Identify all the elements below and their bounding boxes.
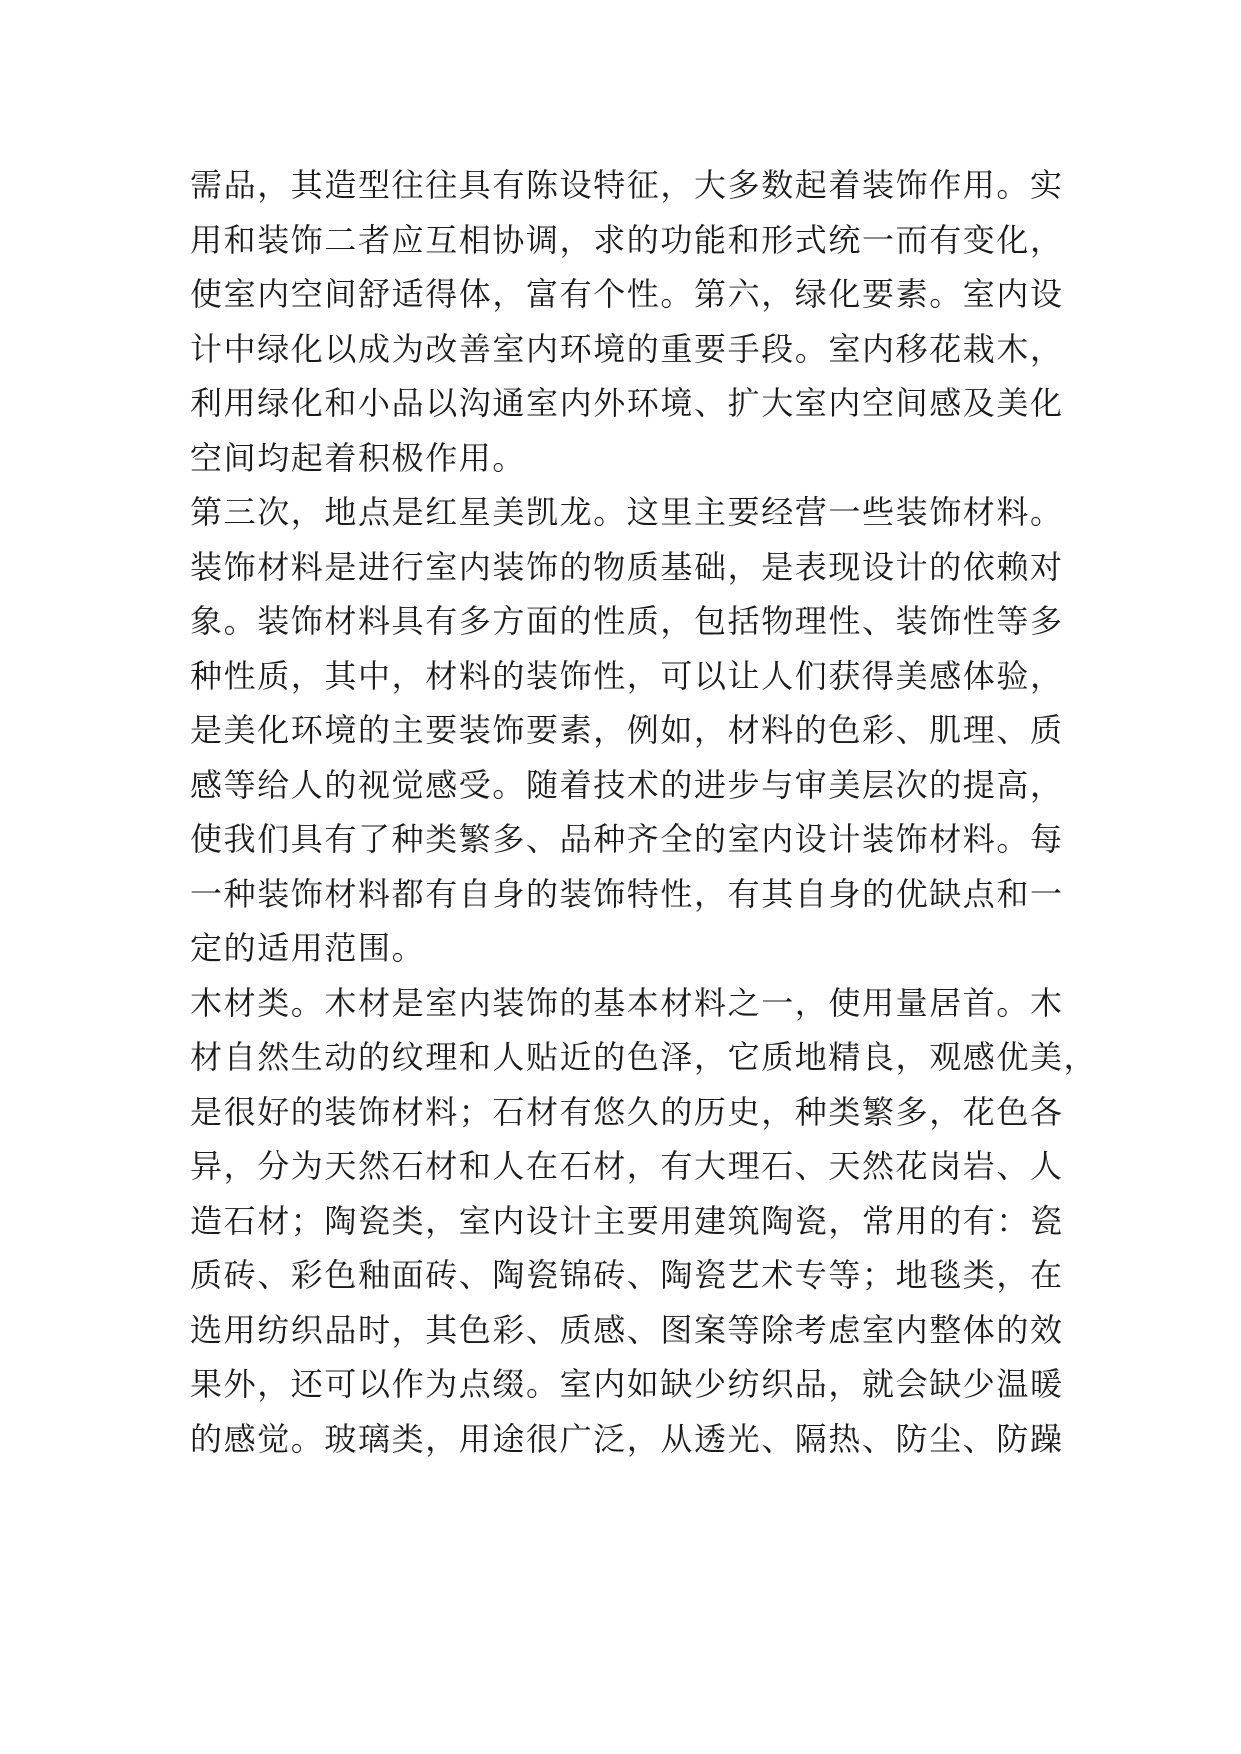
- text-line: 第三次，地点是红星美凯龙。这里主要经营一些装饰材料。: [190, 493, 1064, 531]
- text-line: 感等给人的视觉感受。随着技术的进步与审美层次的提高，: [190, 765, 1064, 804]
- text-line: 异，分为天然石材和人在石材，有大理石、天然花岗岩、人: [190, 1147, 1064, 1185]
- text-line: 利用绿化和小品以沟通室内外环境、扩大室内空间感及美化: [190, 384, 1064, 422]
- text-line: 的感觉。玻璃类，用途很广泛，从透光、隔热、防尘、防躁: [190, 1419, 1064, 1458]
- text-line: 装饰材料是进行室内装饰的物质基础，是表现设计的依赖对: [190, 547, 1064, 586]
- text-line: 使室内空间舒适得体，富有个性。第六，绿化要素。室内设: [190, 275, 1064, 313]
- text-line: 一种装饰材料都有自身的装饰特性，有其自身的优缺点和一: [190, 874, 1064, 913]
- paragraph-decorative-elements: [190, 158, 1070, 485]
- text-line: 象。装饰材料具有多方面的性质，包括物理性、装饰性等多: [190, 602, 1064, 640]
- text-line: 使我们具有了种类繁多、品种齐全的室内设计装饰材料。每: [190, 820, 1064, 858]
- body-text: [190, 158, 1098, 1466]
- text-line: 定的适用范围。: [190, 929, 426, 967]
- text-line: 种性质，其中，材料的装饰性，可以让人们获得美感体验，: [190, 656, 1064, 695]
- text-line: 造石材；陶瓷类，室内设计主要用建筑陶瓷，常用的有：瓷: [190, 1201, 1064, 1240]
- text-line: 质砖、彩色釉面砖、陶瓷锦砖、陶瓷艺术专等；地毯类，在: [190, 1256, 1064, 1294]
- paragraph-third-visit: [190, 485, 1070, 976]
- text-line: 木材类。木材是室内装饰的基本材料之一，使用量居首。木: [190, 983, 1064, 1022]
- text-line: 空间均起着积极作用。: [190, 438, 527, 477]
- paragraph-materials: [190, 976, 1098, 1467]
- text-line: 是很好的装饰材料；石材有悠久的历史，种类繁多，花色各: [190, 1092, 1064, 1131]
- text-line: 用和装饰二者应互相协调，求的功能和形式统一而有变化，: [190, 220, 1064, 259]
- text-line: 选用纺织品时，其色彩、质感、图案等除考虑室内整体的效: [190, 1310, 1064, 1349]
- text-line: 材自然生动的纹理和人贴近的色泽，它质地精良，观感优美，: [190, 1038, 1098, 1076]
- text-line: 计中绿化以成为改善室内环境的重要手段。室内移花栽木，: [190, 329, 1064, 368]
- text-line: 是美化环境的主要装饰要素，例如，材料的色彩、肌理、质: [190, 711, 1064, 749]
- text-line: 果外，还可以作为点缀。室内如缺少纺织品，就会缺少温暖: [190, 1365, 1064, 1403]
- text-line: 需品，其造型往往具有陈设特征，大多数起着装饰作用。实: [190, 166, 1064, 204]
